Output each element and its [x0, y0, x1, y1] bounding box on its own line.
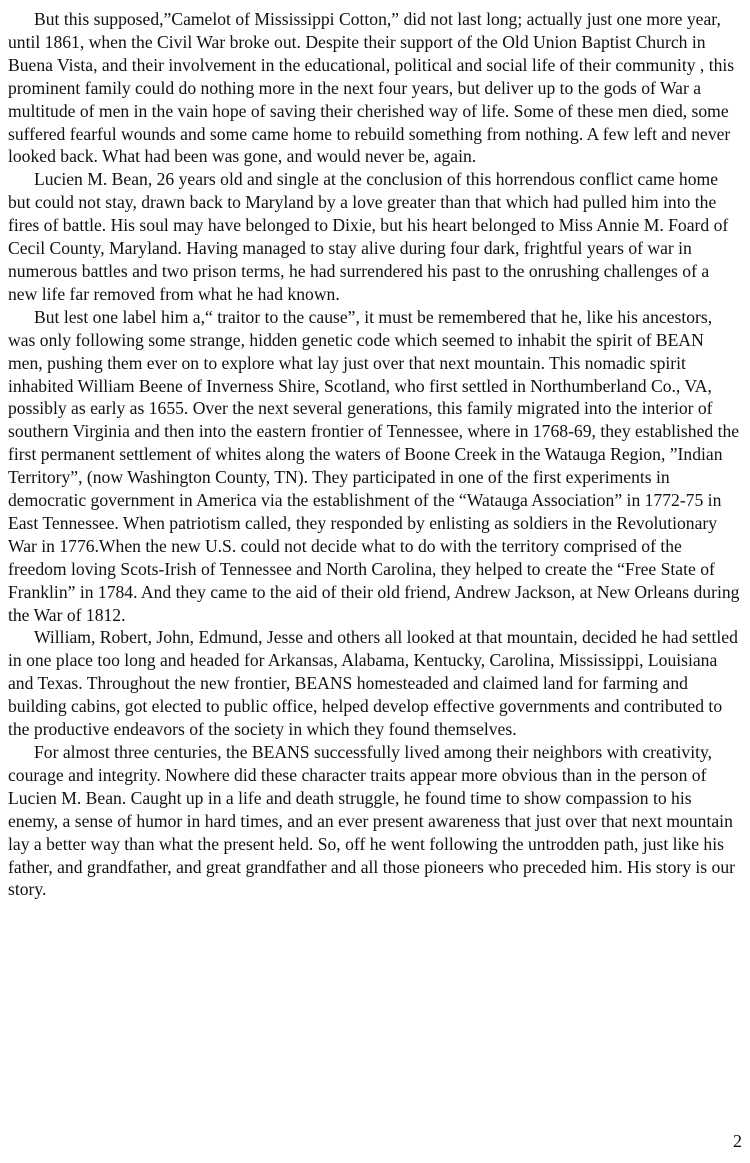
paragraph: William, Robert, John, Edmund, Jesse and others all looked at that mountain, decided he had settled in one place too long and headed for Arkansas, Alabama, Kentucky, Carolina, Mississippi, Louisiana and Texas. Throughout the new frontier, BEANS homesteaded and claimed land for farming and building cabins, got elected to public office, helped develop effective governments and contributed to the productive endeavors of the society in which they found themselves. — [8, 627, 738, 740]
document-body — [8, 8, 742, 901]
paragraph: But lest one label him a,“ traitor to the cause”, it must be remembered that he, like his ancestors, was only following some strange, hidden genetic code which seemed to inhabit the spirit of BEAN men, pushing them ever on to explore what lay just over that next mountain. This nomadic spirit inhabited William Beene of Inverness Shire, Scotland, who first settled in Northumberland Co., VA, possibly as early as 1655. Over the next several generations, this family migrated into the interior of southern Virginia and then into the eastern frontier of Tennessee, where in 1768-69, they established the first permanent settlement of whites along the waters of Boone Creek in the Watauga Region, ”Indian Territory”, (now Washington County, TN). They participated in one of the first experiments in democratic government in America via the establishment of the “Watauga Association” in 1772-75 in East Tennessee. When patriotism called, they responded by enlisting as soldiers in the Revolutionary War in 1776.When the new U.S. could not decide what to do with the territory comprised of the freedom loving Scots-Irish of Tennessee and North Carolina, they helped to create the “Free State of Franklin” in 1784. And they came to the aid of their old friend, Andrew Jackson, at New Orleans during the War of 1812. — [8, 306, 740, 625]
page-number: 2 — [733, 1131, 742, 1151]
paragraph: But this supposed,”Camelot of Mississippi Cotton,” did not last long; actually just one more year, until 1861, when the Civil War broke out. Despite their support of the Old Union Baptist Church in Buena Vista, and their involvement in the educational, political and social life of their community , this prominent family could do nothing more in the next four years, but deliver up to the gods of War a multitude of men in the vain hope of saving their cherished way of life. Some of these men died, some suffered fearful wounds and some came home to rebuild something from nothing. A few left and never looked back. What had been was gone, and would never be, again. — [8, 9, 735, 167]
paragraph: Lucien M. Bean, 26 years old and single at the conclusion of this horrendous conflict came home but could not stay, drawn back to Maryland by a love greater than that which had pulled him into the fires of battle. His soul may have belonged to Dixie, but his heart belonged to Miss Annie M. Foard of Cecil County, Maryland. Having managed to stay alive during four dark, frightful years of war in numerous battles and two prison terms, he had surrendered his past to the onrushing challenges of a new life far removed from what he had known. — [8, 169, 729, 304]
paragraph: For almost three centuries, the BEANS successfully lived among their neighbors with creativity, courage and integrity. Nowhere did these character traits appear more obvious than in the person of Lucien M. Bean. Caught up in a life and death struggle, he found time to show compassion to his enemy, a sense of humor in hard times, and an ever present awareness that just over that next mountain lay a better way than what the present held. So, off he went following the untrodden path, just like his father, and grandfather, and great grandfather and all those pioneers who preceded him. His story is our story. — [8, 742, 736, 900]
